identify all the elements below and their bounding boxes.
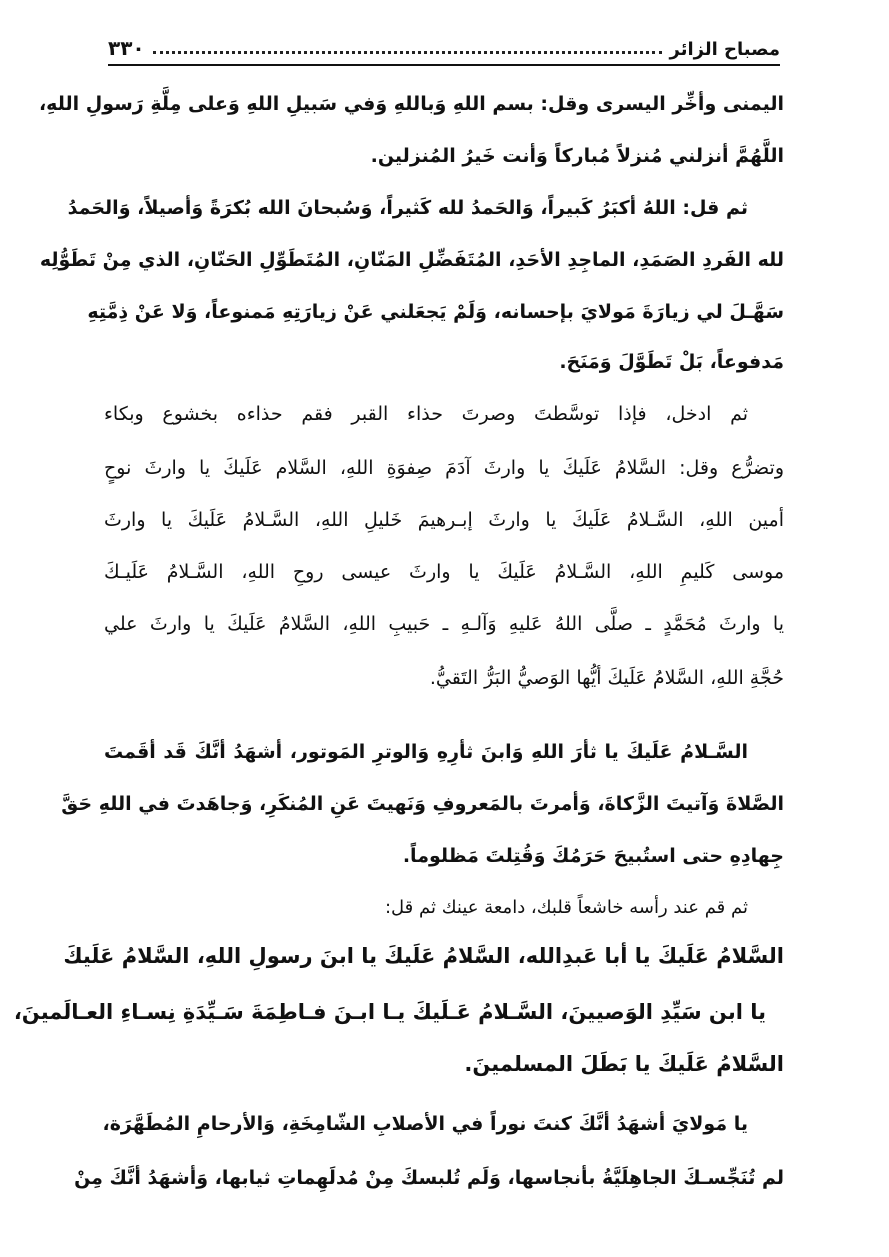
text-line: لله الفَردِ الصَمَدِ، الماجِدِ الأحَدِ، المُتَفَضِّلِ المَنّانِ، المُتَطَوِّلِ الحَنّانِ، الذي مِنْ تَطَوُّلِه [39,249,784,271]
text-line: سَهَّـلَ لي زيارَةَ مَولايَ بإحسانه، وَلَمْ يَجعَلني عَنْ زيارَتِهِ مَمنوعاً، وَلا عَنْ ذِمَّتِهِ [87,301,784,323]
text-line: جِهادِهِ حتى استُبيحَ حَرَمُكَ وَقُتِلتَ مَظلوماً. [402,845,784,867]
text-line: مَدفوعاً، بَلْ تَطَوَّلَ وَمَنَحَ. [559,351,784,373]
page-number: ٣٣٠ [108,36,145,60]
text-line: السَّلامُ عَلَيكَ يا بَطَلَ المسلمينَ. [464,1052,784,1076]
text-line: موسى كَليمِ اللهِ، السَّـلامُ عَلَيكَ يا وارثَ عيسى روحِ اللهِ، السَّـلامُ عَلَيـكَ [104,561,784,583]
text-line: أمين اللهِ، السَّـلامُ عَلَيكَ يا وارثَ إبـرهيمَ خَليلِ اللهِ، السَّـلامُ عَلَيكَ يا وارثَ [104,509,784,531]
text-line: يا وارثَ مُحَمَّدٍ ـ صلَّى اللهُ عَليهِ وَآلـهِ ـ حَبيبِ اللهِ، السَّلامُ عَلَيكَ يا وارثَ علي [104,613,784,635]
text-line: اليمنى وأخِّر اليسرى وقل: بسم اللهِ وَباللهِ وَفي سَبيلِ اللهِ وَعلى مِلَّةِ رَسولِ اللهِ، [38,93,784,115]
text-line: يا ابن سَيِّدِ الوَصيينَ، السَّـلامُ عَـلَيكَ يـا ابـنَ فـاطِمَةَ سَـيِّدَةِ نِسـاءِ العـالَمينَ، [13,1000,766,1024]
text-line: الصَّلاةَ وَآتيتَ الزَّكاةَ، وَأمرتَ بالمَعروفِ وَنَهيتَ عَنِ المُنكَرِ، وَجاهَدتَ في اللهِ حَقَّ [61,793,784,815]
text-line: ثم قم عند رأسه خاشعاً قلبك، دامعة عينك ثم قل: [384,897,748,918]
text-line: السَّـلامُ عَلَيكَ يا ثأرَ اللهِ وَابنَ ثأرِهِ وَالوترِ المَوتور، أشهَدُ أنَّكَ قَد أقَمتَ [104,741,748,763]
header-rule [108,64,780,66]
text-line: لم تُنَجِّسـكَ الجاهِلَيَّةُ بأنجاسها، وَلَم تُلبسكَ مِنْ مُدلَهِماتِ ثيابها، وَأشهَدُ أنَّكَ مِنْ [74,1167,784,1189]
text-line: حُجَّةِ اللهِ، السَّلامُ عَلَيكَ أيُّها الوَصيُّ البَرُّ التَقيُّ. [429,667,784,689]
text-line: اللَّهُمَّ أنزلني مُنزلاً مُباركاً وَأنت خَيرُ المُنزلين. [370,145,784,167]
text-line: السَّلامُ عَلَيكَ يا أبا عَبدِالله، السَّلامُ عَلَيكَ يا ابنَ رسولِ اللهِ، السَّلامُ عَلَيكَ [63,944,784,968]
text-line: وتضرُّع وقل: السَّلامُ عَلَيكَ يا وارثَ آدَمَ صِفوَةِ اللهِ، السَّلام عَلَيكَ يا وارثَ نوحٍ [104,457,784,479]
text-line: ثم ادخل، فإذا توسَّطتَ وصرتَ حذاء القبر فقم حذاءه بخشوع وبكاء [104,403,748,425]
text-line: ثم قل: اللهُ أكبَرُ كَبيراً، وَالحَمدُ لله كَثيراً، وَسُبحانَ الله بُكرَةً وَأصيلاً، وَالحَمدُ [67,197,748,219]
running-header [108,30,780,60]
running-title: مصباح الزائر [669,39,780,60]
leader-dots [153,51,662,54]
text-line: يا مَولايَ أشهَدُ أنَّكَ كنتَ نوراً في الأصلابِ الشّامِخَةِ، وَالأرحامِ المُطَهَّرَة، [102,1113,748,1135]
